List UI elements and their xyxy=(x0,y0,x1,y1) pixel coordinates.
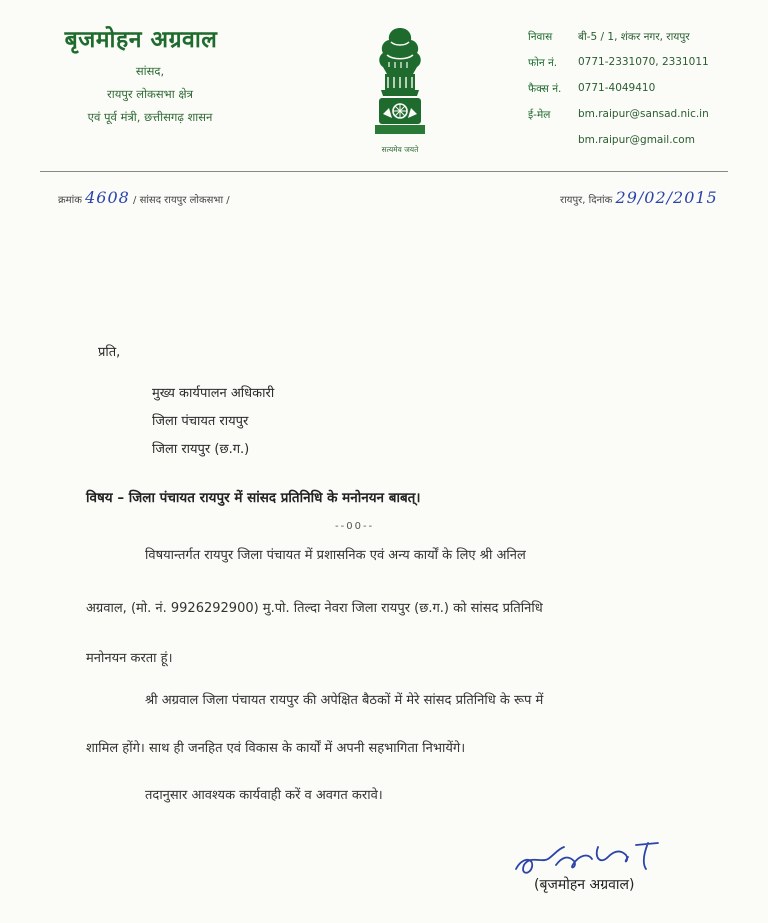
reference-suffix: / सांसद रायपुर लोकसभा / xyxy=(133,195,230,206)
body-line: शामिल होंगे। साथ ही जनहित एवं विकास के कार्यों में अपनी सहभागिता निभायेंगे। xyxy=(86,741,466,756)
sender-former-post: एवं पूर्व मंत्री, छत्तीसगढ़ शासन xyxy=(87,110,213,124)
subject-line: विषय – जिला पंचायत रायपुर में सांसद प्रतिनिधि के मनोनयन बाबत्। xyxy=(86,490,421,506)
address-line: जिला पंचायत रायपुर xyxy=(152,414,249,429)
address-line: जिला रायपुर (छ.ग.) xyxy=(152,442,250,457)
reference-number xyxy=(58,188,230,207)
contact-label: ई-मेल xyxy=(528,109,551,121)
contact-value: 0771-2331070, 2331011 xyxy=(578,56,709,68)
letterhead-divider xyxy=(40,171,728,172)
letterhead-left xyxy=(0,22,300,129)
body-line: अग्रवाल, (मो. नं. 9926292900) मु.पो. तिल्दा नेवरा जिला रायपुर (छ.ग.) को सांसद प्रतिनिधि xyxy=(86,601,543,616)
signatory-name: (बृजमोहन अग्रवाल) xyxy=(534,877,635,893)
contact-value: 0771-4049410 xyxy=(578,82,656,94)
body-line: तदानुसार आवश्यक कार्यवाही करें व अवगत करावे। xyxy=(145,788,383,803)
national-emblem xyxy=(355,22,445,155)
contact-details xyxy=(528,30,709,160)
contact-row xyxy=(528,108,709,134)
body-line: श्री अग्रवाल जिला पंचायत रायपुर की अपेक्षित बैठकों में मेरे सांसद प्रतिनिधि के रूप में xyxy=(145,693,544,708)
contact-label: फोन नं. xyxy=(528,57,558,69)
address-line: मुख्य कार्यपालन अधिकारी xyxy=(152,386,275,401)
body-line: विषयान्तर्गत रायपुर जिला पंचायत में प्रशासनिक एवं अन्य कार्यों के लिए श्री अनिल xyxy=(145,548,526,563)
contact-label: फैक्स नं. xyxy=(528,83,562,95)
date-prefix: रायपुर, दिनांक xyxy=(560,195,613,206)
handwritten-date: 29/02/2015 xyxy=(615,188,718,207)
lion-capital-icon xyxy=(365,22,435,140)
emblem-caption: सत्यमेव जयते xyxy=(381,145,419,154)
contact-row xyxy=(528,56,709,82)
to-label: प्रति, xyxy=(98,345,121,360)
email-link[interactable]: bm.raipur@gmail.com xyxy=(578,134,695,146)
handwritten-ref-number: 4608 xyxy=(85,188,130,207)
subject-divider: --00-- xyxy=(335,521,375,532)
contact-row xyxy=(528,82,709,108)
contact-label xyxy=(528,134,578,160)
reference-date xyxy=(560,188,718,207)
sender-name: बृजमोहन अग्रवाल xyxy=(64,27,218,53)
body-line: मनोनयन करता हूं। xyxy=(86,651,173,666)
contact-row xyxy=(528,134,709,160)
contact-label: निवास xyxy=(528,31,553,43)
contact-row xyxy=(528,30,709,56)
reference-prefix: क्रमांक xyxy=(58,195,82,206)
sender-designation: सांसद, xyxy=(135,64,165,78)
email-link[interactable]: bm.raipur@sansad.nic.in xyxy=(578,108,709,120)
contact-value: बी-5 / 1, शंकर नगर, रायपुर xyxy=(578,31,690,43)
sender-constituency: रायपुर लोकसभा क्षेत्र xyxy=(107,87,193,101)
recipient-address xyxy=(152,380,274,464)
